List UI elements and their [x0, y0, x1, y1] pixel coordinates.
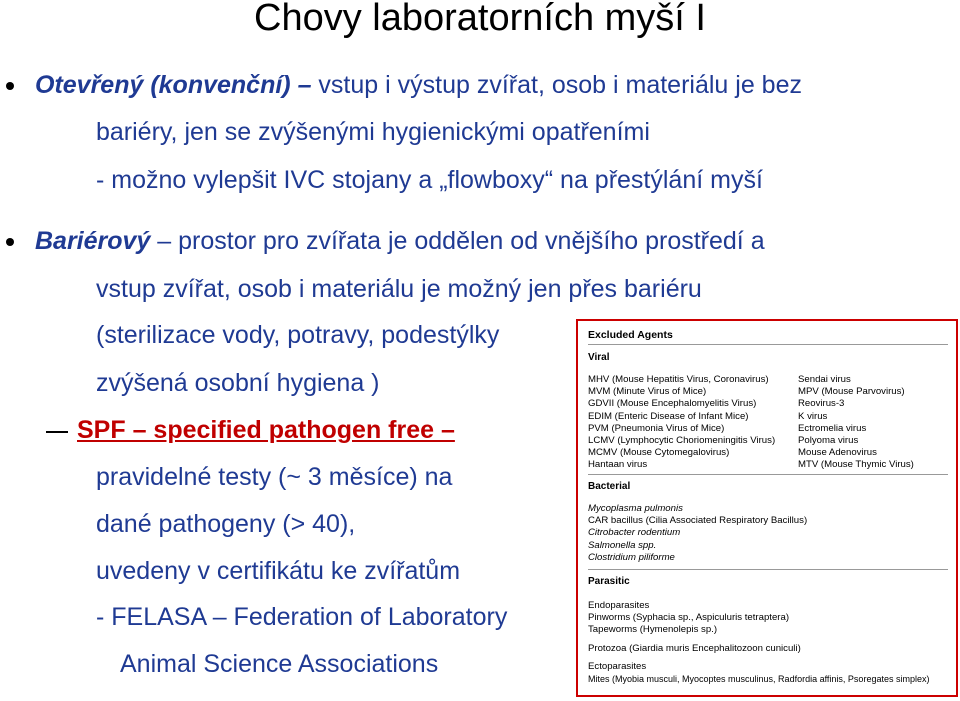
list-item: PVM (Pneumonia Virus of Mice) — [588, 422, 725, 434]
bullet-barrier-line-4: zvýšená osobní hygiena ) — [96, 369, 380, 397]
bacterial-label: Bacterial — [588, 481, 631, 492]
bullet-marker — [6, 82, 14, 90]
parasitic-label: Parasitic — [588, 576, 630, 587]
list-item: Mycoplasma pulmonis — [588, 503, 683, 514]
list-item: LCMV (Lymphocytic Choriomeningitis Virus) — [588, 435, 776, 447]
bullet-open-line-2: bariéry, jen se zvýšenými hygienickými opatřeními — [96, 118, 650, 146]
list-item: MTV (Mouse Thymic Virus) — [798, 459, 914, 471]
list-item: Mites (Myobia musculi, Myocoptes musculinus, Radfordia affinis, Psoregates simplex) — [588, 674, 930, 685]
list-item: MPV (Mouse Parvovirus) — [798, 386, 905, 398]
list-item: K virus — [798, 410, 828, 422]
list-item: Hantaan virus — [588, 459, 648, 471]
list-item: Endoparasites — [588, 600, 650, 611]
list-item: MCMV (Mouse Cytomegalovirus) — [588, 447, 730, 459]
spf-line-4: - FELASA – Federation of Laboratory — [96, 603, 508, 631]
list-item: Ectromelia virus — [798, 422, 867, 434]
bacterial-list — [588, 503, 807, 564]
viral-list-right — [798, 374, 914, 472]
excluded-agents-panel — [576, 319, 958, 697]
bullet-barrier-line-3: (sterilizace vody, potravy, podestýlky — [96, 321, 500, 349]
barrier-housing-term: Bariérový — [35, 227, 151, 255]
spf-dash — [46, 431, 68, 433]
list-item: Protozoa (Giardia muris Encephalitozoon cuniculi) — [588, 642, 801, 654]
viral-list-left — [588, 374, 775, 472]
parasitic-list — [588, 600, 929, 685]
list-item: MVM (Minute Virus of Mice) — [588, 386, 707, 398]
divider — [588, 569, 948, 570]
list-item: Salmonella spp. — [588, 539, 657, 551]
list-item: Tapeworms (Hymenolepis sp.) — [588, 624, 718, 636]
list-item: CAR bacillus (Cilia Associated Respiratory Bacillus) — [588, 515, 808, 527]
viral-label: Viral — [588, 352, 610, 363]
barrier-housing-text: – prostor pro zvířata je oddělen od vnějšího prostředí a — [150, 227, 765, 255]
list-item: Pinworms (Syphacia sp., Aspiculuris tetraptera) — [588, 612, 790, 624]
list-item: Reovirus-3 — [798, 398, 845, 410]
page-title: Chovy laboratorních myší I — [254, 0, 706, 39]
bullet-barrier-line-1 — [35, 226, 765, 256]
list-item: Ectoparasites — [588, 660, 647, 672]
divider — [588, 344, 948, 345]
list-item: Citrobacter rodentium — [588, 527, 681, 539]
spf-line-3: uvedeny v certifikátu ke zvířatům — [96, 557, 461, 585]
list-item: MHV (Mouse Hepatitis Virus, Coronavirus) — [588, 374, 769, 385]
bullet-barrier-line-2: vstup zvířat, osob i materiálu je možný jen přes bariéru — [96, 275, 702, 303]
open-housing-term: Otevřený (konvenční) – — [35, 71, 312, 99]
list-item: EDIM (Enteric Disease of Infant Mice) — [588, 410, 749, 422]
spf-line-1: pravidelné testy (~ 3 měsíce) na — [96, 463, 453, 491]
spf-line-2: dané pathogeny (> 40), — [96, 510, 356, 538]
list-item: Sendai virus — [798, 374, 851, 385]
spf-heading: SPF – specified pathogen free – — [77, 416, 455, 444]
spf-line-5: Animal Science Associations — [120, 650, 439, 678]
list-item: GDVII (Mouse Encephalomyelitis Virus) — [588, 398, 757, 410]
list-item: Mouse Adenovirus — [798, 447, 877, 459]
bullet-open-line-3: - možno vylepšit IVC stojany a „flowboxy“ na přestýlání myší — [96, 166, 763, 194]
list-item: Clostridium piliforme — [588, 551, 675, 563]
list-item: Polyoma virus — [798, 435, 859, 447]
open-housing-text: vstup i výstup zvířat, osob i materiálu je bez — [311, 71, 802, 99]
divider — [588, 474, 948, 475]
bullet-marker — [6, 238, 14, 246]
excluded-agents-header: Excluded Agents — [588, 329, 673, 341]
bullet-open-line-1 — [35, 70, 802, 100]
